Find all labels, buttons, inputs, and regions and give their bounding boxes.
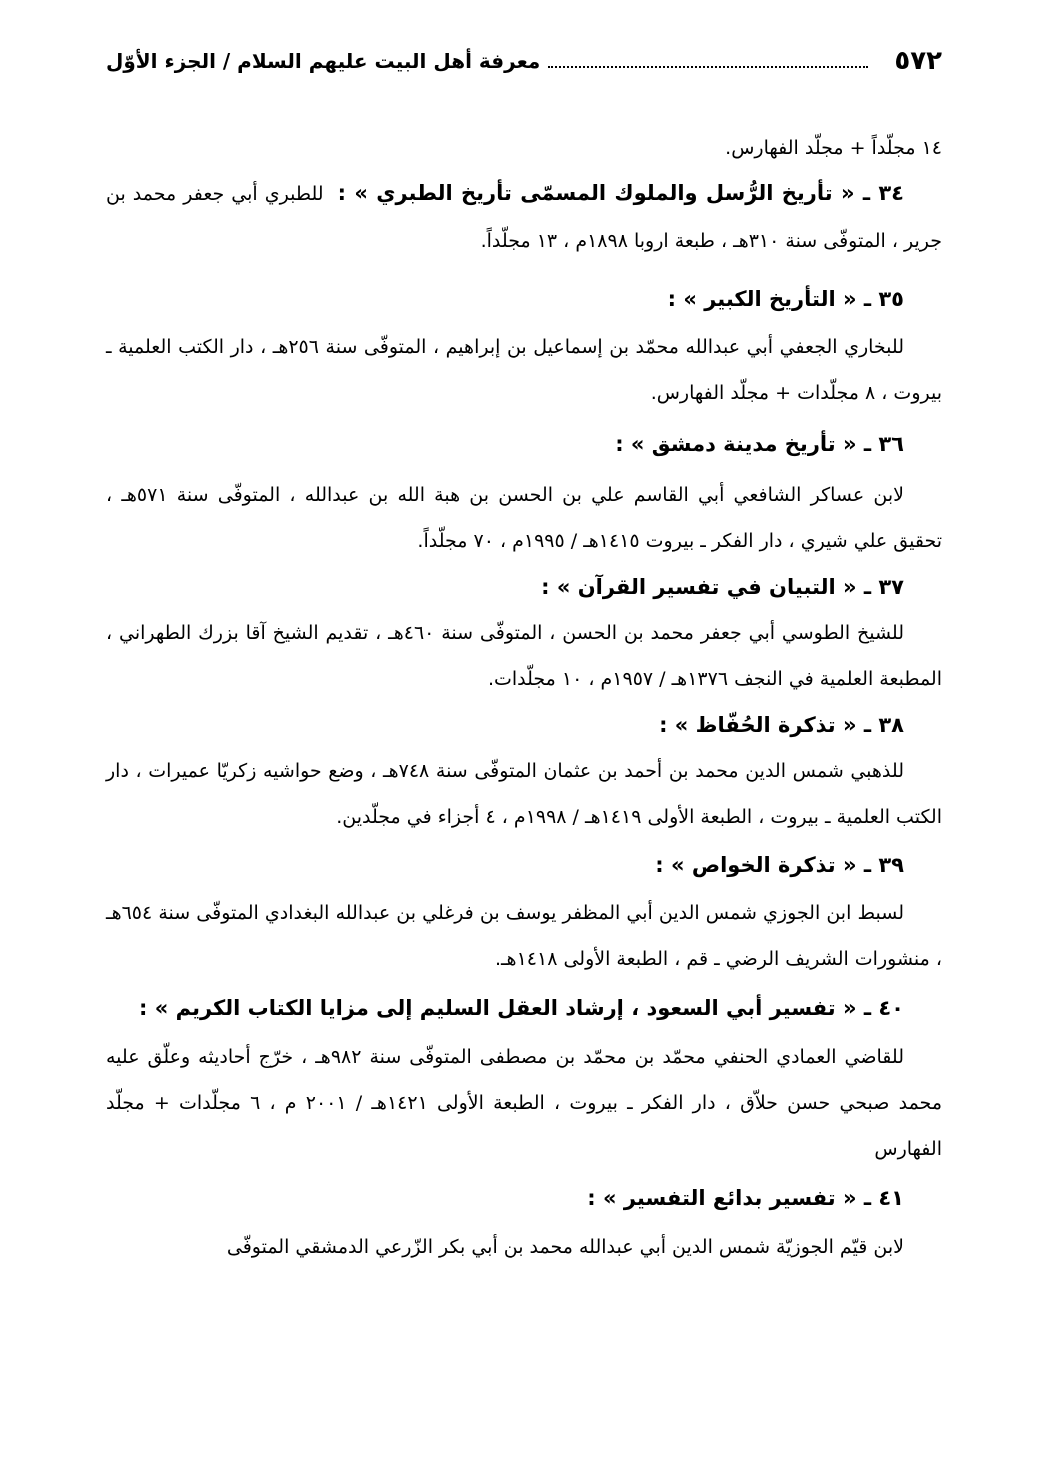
bibliography-entry-40 xyxy=(106,982,942,1172)
running-title: معرفة أهل البيت عليهم السلام / الجزء الأوّل xyxy=(106,49,541,73)
entry-title: ٤١ ـ « تفسير بدائع التفسير » : xyxy=(587,1186,904,1210)
entry-title: ٤٠ ـ « تفسير أبي السعود ، إرشاد العقل السليم إلى مزايا الكتاب الكريم » : xyxy=(139,996,904,1020)
entry-title: ٣٦ ـ « تأريخ مدينة دمشق » : xyxy=(615,432,904,456)
entry-text: لابن قيّم الجوزيّة شمس الدين أبي عبدالله محمد بن أبي بكر الزّرعي الدمشقي المتوفّى xyxy=(226,1236,904,1258)
bibliography-entry-37 xyxy=(106,564,942,702)
entry-text: للطبري أبي جعفر محمد بن جرير ، المتوفّى سنة ٣١٠هـ ، طبعة اروبا ١٨٩٨م ، ١٣ مجلّداً. xyxy=(106,183,942,252)
header-dot-leader xyxy=(548,66,868,68)
bibliography-entry-39 xyxy=(106,840,942,982)
entry-continuation-text: ١٤ مجلّداً + مجلّد الفهارس. xyxy=(725,137,942,159)
entry-text: للقاضي العمادي الحنفي محمّد بن محمّد بن مصطفى المتوفّى سنة ٩٨٢هـ ، خرّج أحاديثه وعلّق عليه محمد صبحي حسن حلاّق ، دار الفكر ـ بيروت ، الطبعة الأولى ١٤٢١هـ / ٢٠٠١ م ، ٦ مجلّدات + مجلّد الفهارس xyxy=(106,1046,943,1160)
page-header xyxy=(106,40,942,82)
bibliography-entry-36 xyxy=(106,416,942,564)
bibliography-entry-35 xyxy=(106,274,942,416)
entry-title: ٣٧ ـ « التبيان في تفسير القرآن » : xyxy=(541,575,904,599)
entry-title: ٣٤ ـ « تأريخ الرُّسل والملوك المسمّى تأريخ الطبري » : xyxy=(337,181,904,205)
entry-text: للبخاري الجعفي أبي عبدالله محمّد بن إسماعيل بن إبراهيم ، المتوفّى سنة ٢٥٦هـ ، دار الكتب العلمية ـ بيروت ، ٨ مجلّدات + مجلّد الفهارس. xyxy=(106,336,942,404)
entry-title: ٣٩ ـ « تذكرة الخواص » : xyxy=(655,853,904,877)
entry-title: ٣٥ ـ « التأريخ الكبير » : xyxy=(667,287,904,311)
spacer xyxy=(106,264,942,274)
entry-text: لسبط ابن الجوزي شمس الدين أبي المظفر يوسف بن فرغلي بن عبدالله البغدادي المتوفّى سنة ٦٥٤هـ ، منشورات الشريف الرضي ـ قم ، الطبعة الأولى ١٤١٨هـ. xyxy=(106,902,942,970)
entry-text: لابن عساكر الشافعي أبي القاسم علي بن الحسن بن هبة الله بن عبدالله ، المتوفّى سنة ٥٧١هـ ، تحقيق علي شيري ، دار الفكر ـ بيروت ١٤١٥هـ / ١٩٩٥م ، ٧٠ مجلّداً. xyxy=(106,484,942,552)
entry-title: ٣٨ ـ « تذكرة الحُفّاظ » : xyxy=(659,713,904,737)
bibliography-entry-41 xyxy=(106,1172,942,1270)
entry-text: للذهبي شمس الدين محمد بن أحمد بن عثمان المتوفّى سنة ٧٤٨هـ ، وضع حواشيه زكريّا عميرات ، دار الكتب العلمية ـ بيروت ، الطبعة الأولى ١٤١٩هـ / ١٩٩٨م ، ٤ أجزاء في مجلّدين. xyxy=(106,760,942,828)
page-number: ٥٧٢ xyxy=(894,46,942,76)
bibliography-entry-34 xyxy=(106,168,942,264)
bibliography-body xyxy=(106,128,942,1270)
bibliography-entry-38 xyxy=(106,702,942,840)
entry-text: للشيخ الطوسي أبي جعفر محمد بن الحسن ، المتوفّى سنة ٤٦٠هـ ، تقديم الشيخ آقا بزرك الطهراني ، المطبعة العلمية في النجف ١٣٧٦هـ / ١٩٥٧م ، ١٠ مجلّدات. xyxy=(106,622,942,690)
